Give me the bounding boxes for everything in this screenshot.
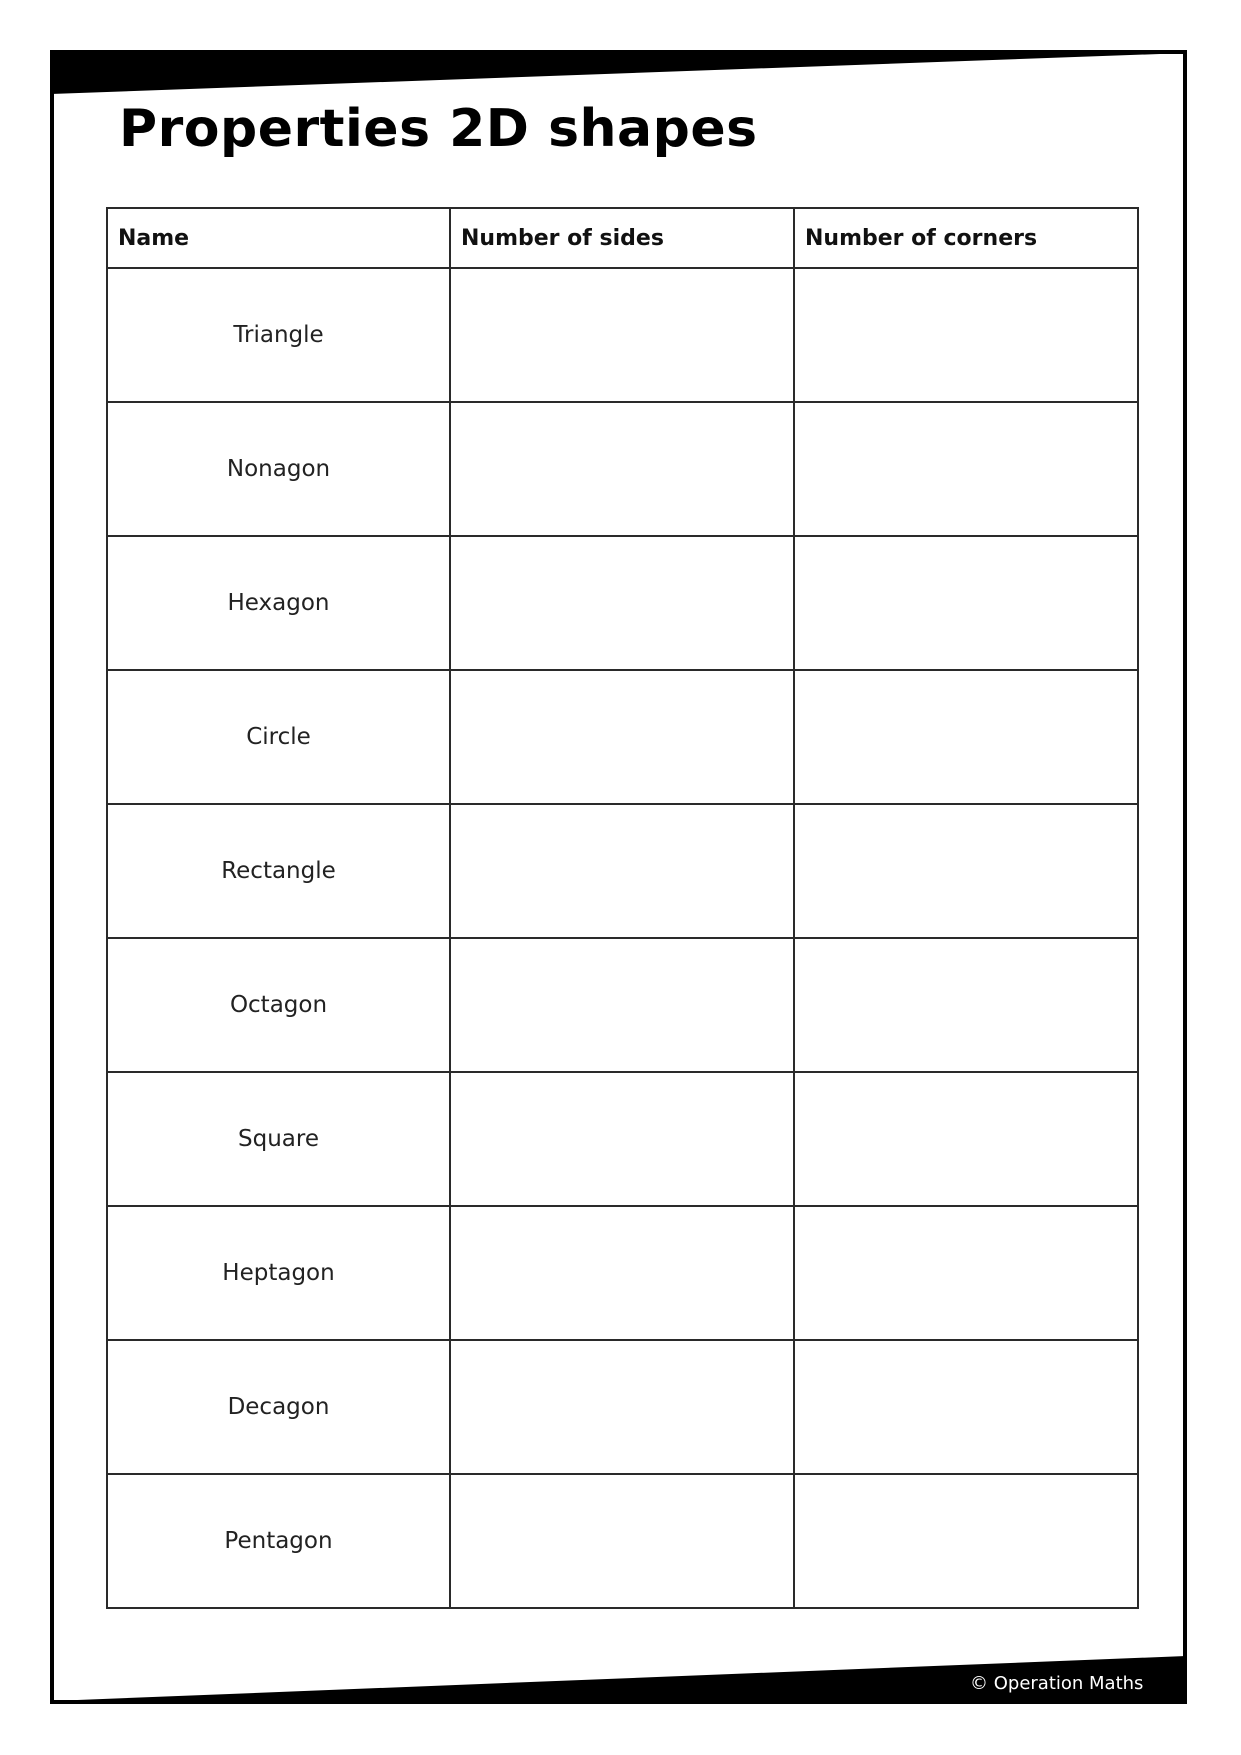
column-header-corners: Number of corners <box>794 208 1138 268</box>
shape-name-cell: Rectangle <box>107 804 450 938</box>
corners-answer-cell[interactable] <box>794 1072 1138 1206</box>
corners-answer-cell[interactable] <box>794 1206 1138 1340</box>
sides-answer-cell[interactable] <box>450 938 794 1072</box>
sides-answer-cell[interactable] <box>450 1474 794 1608</box>
corners-answer-cell[interactable] <box>794 670 1138 804</box>
corners-answer-cell[interactable] <box>794 536 1138 670</box>
shape-name-cell: Decagon <box>107 1340 450 1474</box>
sides-answer-cell[interactable] <box>450 1340 794 1474</box>
sides-answer-cell[interactable] <box>450 536 794 670</box>
table-row <box>107 938 1138 1072</box>
table-row <box>107 268 1138 402</box>
shape-name-cell: Hexagon <box>107 536 450 670</box>
sides-answer-cell[interactable] <box>450 670 794 804</box>
corners-answer-cell[interactable] <box>794 1340 1138 1474</box>
shape-name-cell: Triangle <box>107 268 450 402</box>
top-border-band <box>50 50 1187 94</box>
sides-answer-cell[interactable] <box>450 402 794 536</box>
shapes-table <box>106 207 1139 1609</box>
column-header-name: Name <box>107 208 450 268</box>
shape-name-cell: Heptagon <box>107 1206 450 1340</box>
shape-name-cell: Pentagon <box>107 1474 450 1608</box>
page-title: Properties 2D shapes <box>119 99 758 159</box>
corners-answer-cell[interactable] <box>794 938 1138 1072</box>
sides-answer-cell[interactable] <box>450 268 794 402</box>
table-row <box>107 402 1138 536</box>
table-row <box>107 1474 1138 1608</box>
shape-name-cell: Nonagon <box>107 402 450 536</box>
corners-answer-cell[interactable] <box>794 804 1138 938</box>
corners-answer-cell[interactable] <box>794 402 1138 536</box>
column-header-sides: Number of sides <box>450 208 794 268</box>
corners-answer-cell[interactable] <box>794 268 1138 402</box>
shape-name-cell: Square <box>107 1072 450 1206</box>
shape-name-cell: Octagon <box>107 938 450 1072</box>
copyright-footer: © Operation Maths <box>970 1673 1144 1694</box>
sides-answer-cell[interactable] <box>450 804 794 938</box>
sides-answer-cell[interactable] <box>450 1206 794 1340</box>
table-header-row <box>107 208 1138 268</box>
table-row <box>107 670 1138 804</box>
sides-answer-cell[interactable] <box>450 1072 794 1206</box>
table-row <box>107 804 1138 938</box>
table-row <box>107 536 1138 670</box>
shape-name-cell: Circle <box>107 670 450 804</box>
table-row <box>107 1206 1138 1340</box>
corners-answer-cell[interactable] <box>794 1474 1138 1608</box>
table-row <box>107 1072 1138 1206</box>
table-row <box>107 1340 1138 1474</box>
